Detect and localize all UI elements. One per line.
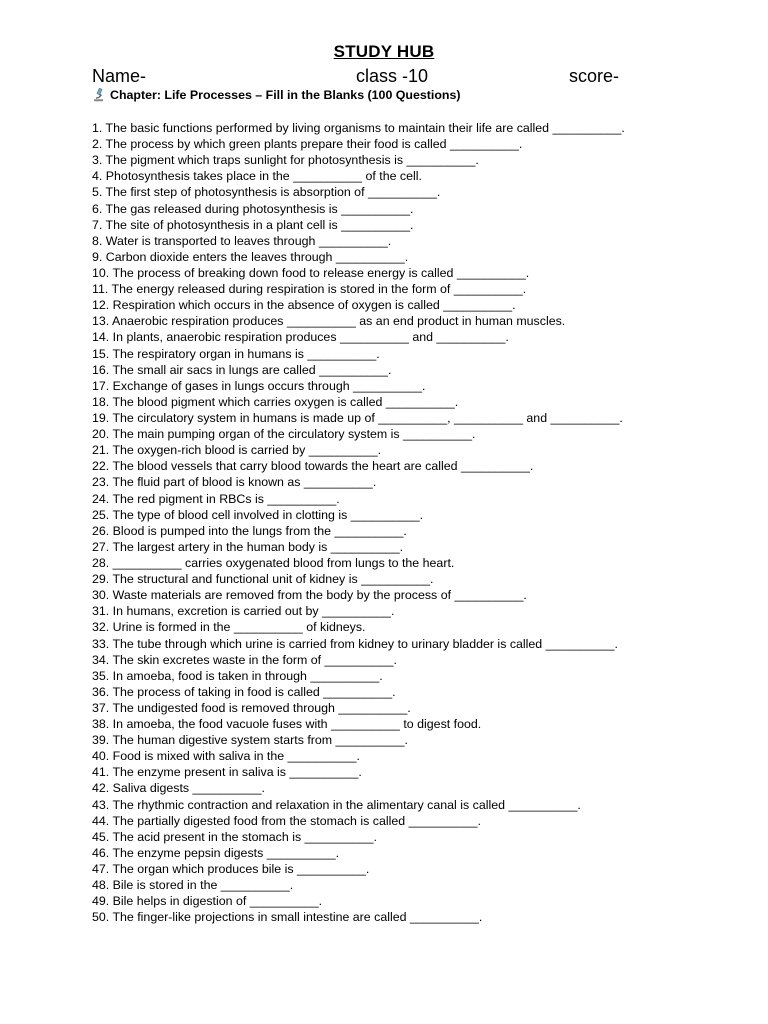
question-item: 3. The pigment which traps sunlight for photosynthesis is __________. xyxy=(92,153,479,168)
question-item: 23. The fluid part of blood is known as __________. xyxy=(92,475,377,490)
question-item: 32. Urine is formed in the __________ of kidneys. xyxy=(92,620,366,635)
question-item: 9. Carbon dioxide enters the leaves through __________. xyxy=(92,249,409,264)
question-item: 8. Water is transported to leaves through __________. xyxy=(92,233,392,248)
question-item: 33. The tube through which urine is carried from kidney to urinary bladder is called __________. xyxy=(92,636,618,651)
question-item: 50. The finger-like projections in small intestine are called __________. xyxy=(92,910,483,925)
question-item: 48. Bile is stored in the __________. xyxy=(92,878,294,893)
page-title: STUDY HUB xyxy=(333,42,435,61)
question-item: 29. The structural and functional unit of kidney is __________. xyxy=(92,572,434,587)
question-item: 28. __________ carries oxygenated blood from lungs to the heart. xyxy=(92,555,455,570)
question-item: 14. In plants, anaerobic respiration produces __________ and __________. xyxy=(92,330,509,345)
question-item: 15. The respiratory organ in humans is __________. xyxy=(92,346,380,361)
question-item: 49. Bile helps in digestion of __________. xyxy=(92,894,323,909)
question-item: 2. The process by which green plants prepare their food is called __________. xyxy=(92,137,523,152)
question-item: 42. Saliva digests __________. xyxy=(92,781,265,796)
question-item: 4. Photosynthesis takes place in the __________ of the cell. xyxy=(92,169,422,184)
question-item: 34. The skin excretes waste in the form of __________. xyxy=(92,652,397,667)
question-item: 17. Exchange of gases in lungs occurs through __________. xyxy=(92,378,426,393)
question-item: 46. The enzyme pepsin digests __________. xyxy=(92,845,340,860)
score-label: score- xyxy=(569,66,620,86)
question-item: 35. In amoeba, food is taken in through __________. xyxy=(92,668,383,683)
question-item: 16. The small air sacs in lungs are called __________. xyxy=(92,362,392,377)
question-item: 11. The energy released during respiration is stored in the form of __________. xyxy=(92,282,527,297)
question-list xyxy=(92,120,712,925)
question-item: 31. In humans, excretion is carried out by __________. xyxy=(92,604,395,619)
question-item: 6. The gas released during photosynthesis is __________. xyxy=(92,201,414,216)
class-label: class -10 xyxy=(356,66,429,86)
question-item: 5. The first step of photosynthesis is absorption of __________. xyxy=(92,185,441,200)
question-item: 27. The largest artery in the human body is __________. xyxy=(92,539,404,554)
question-item: 20. The main pumping organ of the circulatory system is __________. xyxy=(92,427,476,442)
question-item: 12. Respiration which occurs in the absence of oxygen is called __________. xyxy=(92,298,516,313)
question-item: 37. The undigested food is removed through __________. xyxy=(92,700,411,715)
question-item: 24. The red pigment in RBCs is __________. xyxy=(92,491,340,506)
question-item: 45. The acid present in the stomach is __________. xyxy=(92,829,377,844)
question-item: 10. The process of breaking down food to release energy is called __________. xyxy=(92,265,530,280)
question-item: 44. The partially digested food from the stomach is called __________. xyxy=(92,813,481,828)
question-item: 22. The blood vessels that carry blood towards the heart are called __________. xyxy=(92,459,534,474)
question-item: 36. The process of taking in food is called __________. xyxy=(92,684,396,699)
question-item: 43. The rhythmic contraction and relaxation in the alimentary canal is called __________. xyxy=(92,797,581,812)
chapter-heading xyxy=(92,88,460,102)
question-item: 18. The blood pigment which carries oxygen is called __________. xyxy=(92,394,459,409)
question-item: 19. The circulatory system in humans is made up of __________, __________ and __________. xyxy=(92,410,623,425)
question-item: 41. The enzyme present in saliva is __________. xyxy=(92,765,362,780)
name-label: Name- xyxy=(92,66,147,86)
question-item: 40. Food is mixed with saliva in the __________. xyxy=(92,749,360,764)
question-item: 26. Blood is pumped into the lungs from the __________. xyxy=(92,523,407,538)
question-item: 30. Waste materials are removed from the body by the process of __________. xyxy=(92,588,527,603)
chapter-title: Chapter: Life Processes – Fill in the Blanks (100 Questions) xyxy=(110,88,461,102)
question-item: 25. The type of blood cell involved in clotting is __________. xyxy=(92,507,424,522)
question-item: 13. Anaerobic respiration produces __________ as an end product in human muscles. xyxy=(92,314,566,329)
question-item: 21. The oxygen-rich blood is carried by __________. xyxy=(92,443,382,458)
question-item: 7. The site of photosynthesis in a plant cell is __________. xyxy=(92,217,414,232)
microscope-icon xyxy=(92,88,106,102)
question-item: 39. The human digestive system starts from __________. xyxy=(92,733,408,748)
question-item: 47. The organ which produces bile is __________. xyxy=(92,862,370,877)
question-item: 38. In amoeba, the food vacuole fuses with __________ to digest food. xyxy=(92,717,482,732)
question-item: 1. The basic functions performed by living organisms to maintain their life are called __________. xyxy=(92,121,625,135)
